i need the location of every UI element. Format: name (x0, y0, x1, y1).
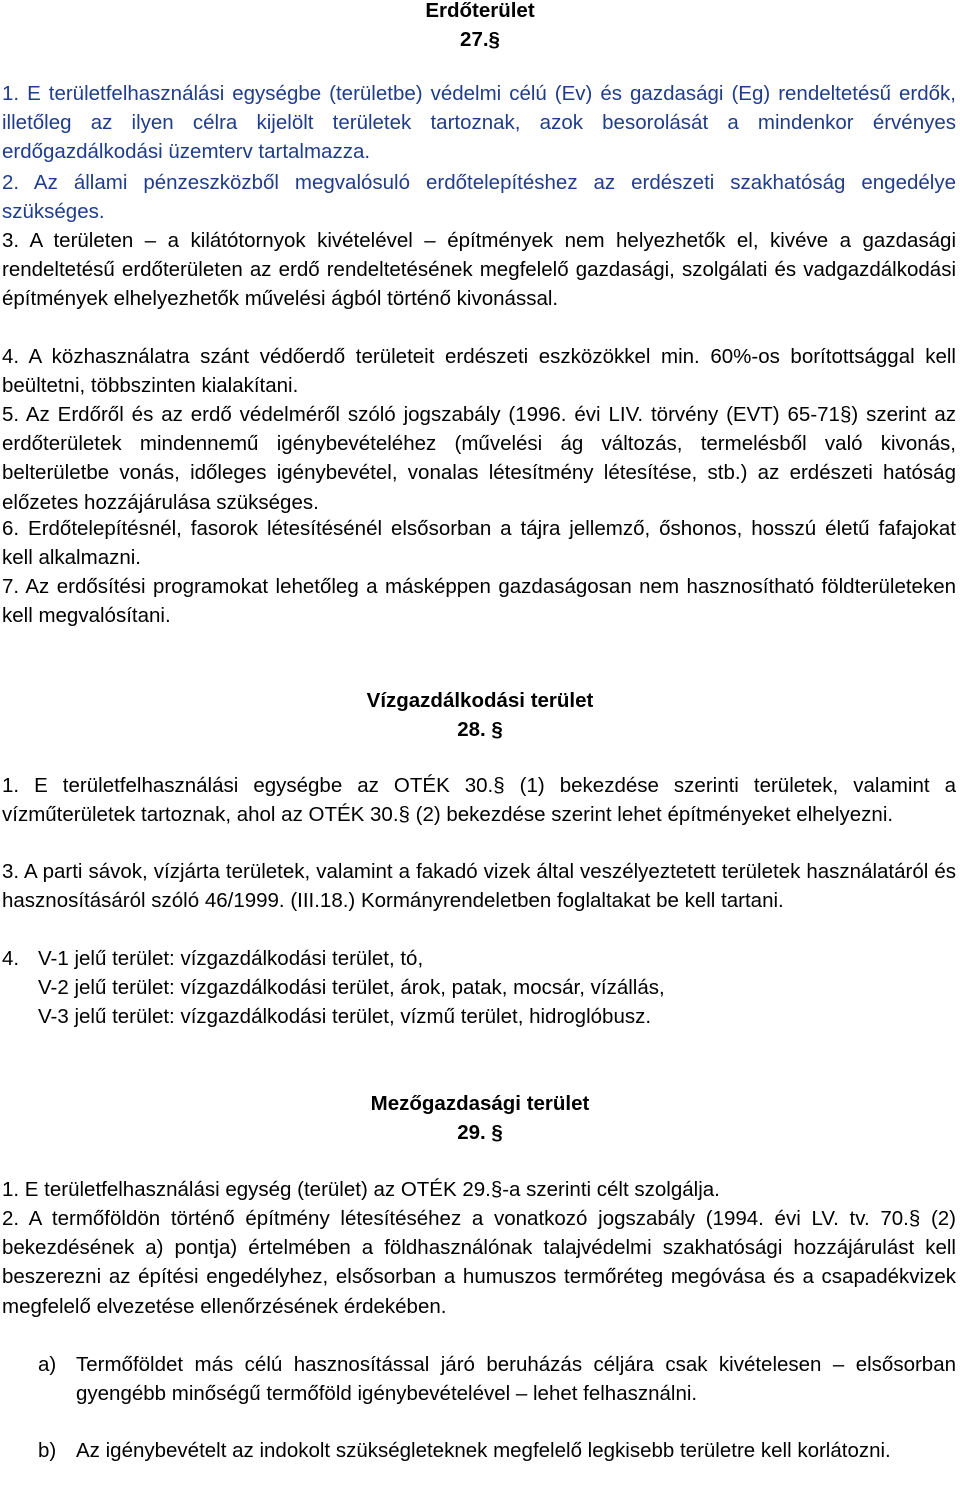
section-29-paragraph-1: 1. E területfelhasználási egység (terület) az OTÉK 29.§-a szerinti célt szolgálja. (2, 1178, 720, 1201)
zone-v3: V-3 jelű terület: vízgazdálkodási terület, vízmű terület, hidroglóbusz. (38, 1005, 652, 1028)
section-27-paragraph-3: 3. A területen – a kilátótornyok kivételével – építmények nem helyezhetők el, kivéve a gazdasági rendeltetésű erdőterületen az erdő rendeltetésének megfelelő gazdasági, szolgálati és vadgazdálkodási építmények elhelyezhetők művelési ágból történő kivonással. (2, 229, 956, 311)
section-28-heading (0, 686, 960, 744)
section-27-paragraph-4: 4. A közhasználatra szánt védőerdő területeit erdészeti eszközökkel min. 60%-os borítottsággal kell beültetni, többszinten kialakítani. (2, 345, 956, 398)
sub-item-b-text: Az igénybevételt az indokolt szükségleteknek megfelelő legkisebb területre kell korlátozni. (76, 1439, 891, 1462)
section-28-paragraph-1: 1. E területfelhasználási egységbe az OTÉK 30.§ (1) bekezdése szerinti területek, valamint a vízműterületek tartoznak, ahol az OTÉK 30.§ (2) bekezdése szerint lehet építményeket elhelyezni. (2, 774, 956, 827)
section-27-paragraph-5: 5. Az Erdőről és az erdő védelméről szóló jogszabály (1996. évi LIV. törvény (EVT) 65-71§) szerint az erdőterületek mindennemű igénybevételéhez (művelési ág változás, termelésből való kivonás, belterületbe vonás, időleges igénybevétel, vonalas létesítmény létesítése, stb.) az erdészeti hatóság előzetes hozzájárulása szükséges. (2, 403, 956, 514)
section-27-heading (0, 0, 960, 54)
sub-item-b-marker: b) (38, 1439, 57, 1462)
section-29-heading (0, 1089, 960, 1147)
section-27-paragraph-6: 6. Erdőtelepítésnél, fasorok létesítésénél elsősorban a tájra jellemző, őshonos, hosszú életű fafajokat kell alkalmazni. (2, 517, 956, 570)
sub-item-b (38, 1436, 956, 1465)
section-29-paragraph-2: 2. A termőföldön történő építmény létesítéséhez a vonatkozó jogszabály (1994. évi LV. tv. 70.§ (2) bekezdésének a) pontja) értelmében a földhasználónak talajvédelmi szakhatósági hozzájárulást kell beszerezni az építési engedélyhez, elsősorban a humuszos termőréteg megóvása és a csapadékvizek megfelelő elvezetése ellenőrzésének érdekében. (2, 1207, 956, 1318)
section-29-title: Mezőgazdasági terület (370, 1092, 590, 1115)
section-27-number: 27.§ (460, 28, 500, 51)
zone-v1: V-1 jelű terület: vízgazdálkodási terület, tó, (38, 947, 424, 970)
section-27-title: Erdőterület (425, 0, 535, 22)
sub-item-a-marker: a) (38, 1353, 57, 1376)
zone-v2: V-2 jelű terület: vízgazdálkodási terület, árok, patak, mocsár, vízállás, (38, 976, 665, 999)
sub-item-a-text: Termőföldet más célú hasznosítással járó beruházás céljára csak kivételesen – elsősorban gyengébb minőségű termőföld igénybevételével – lehet felhasználni. (76, 1353, 956, 1406)
section-28-zones-number: 4. (2, 947, 20, 970)
section-28-number: 28. § (457, 718, 503, 741)
section-29-number: 29. § (457, 1121, 503, 1144)
sub-item-a (38, 1350, 956, 1408)
section-27-paragraph-1: 1. E területfelhasználási egységbe (területbe) védelmi célú (Ev) és gazdasági (Eg) rendeltetésű erdők, illetőleg az ilyen célra kijelölt területek tartoznak, azok besorolását a mindenkor érvényes erdőgazdálkodási üzemterv tartalmazza. (2, 82, 956, 164)
section-27-paragraph-2: 2. Az állami pénzeszközből megvalósuló erdőtelepítéshez az erdészeti szakhatóság engedélye szükséges. (2, 171, 956, 224)
section-28-paragraph-3: 3. A parti sávok, vízjárta területek, valamint a fakadó vizek által veszélyeztetett területek használatáról és hasznosításáról szóló 46/1999. (III.18.) Kormányrendeletben foglaltakat be kell tartani. (2, 860, 956, 913)
section-28-title: Vízgazdálkodási terület (366, 689, 594, 712)
section-27-paragraph-7: 7. Az erdősítési programokat lehetőleg a másképpen gazdaságosan nem hasznosítható földterületeken kell megvalósítani. (2, 575, 956, 628)
